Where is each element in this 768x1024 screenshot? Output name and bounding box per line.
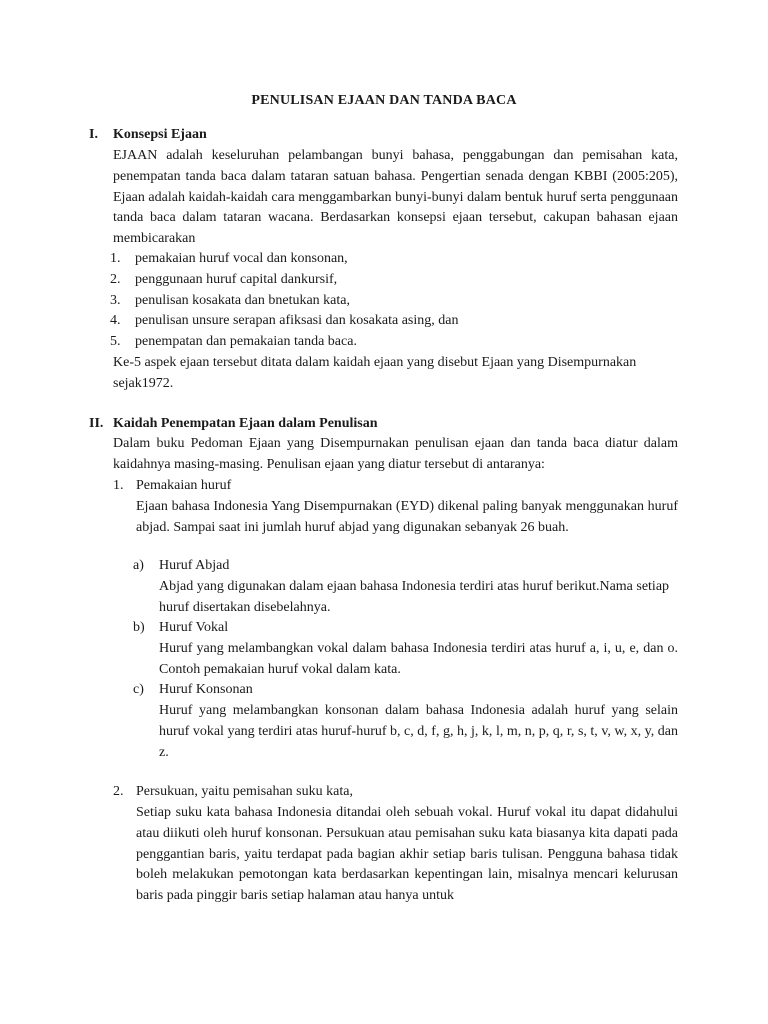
list-item-text: pemakaian huruf vocal dan konsonan, bbox=[135, 251, 348, 266]
closing-line: Ke-5 aspek ejaan tersebut ditata dalam kaidah ejaan yang disebut Ejaan yang Disempurnakan bbox=[113, 355, 637, 370]
subitem-c-label: c) bbox=[133, 682, 144, 697]
item-2-paragraph: Setiap suku kata bahasa Indonesia ditandai oleh sebuah vokal. Huruf vokal itu dapat didahului atau diikuti oleh huruf konsonan. Persukuan atau pemisahan suku kata biasanya kita dapati pada penggantian baris, yaitu terdapat pada bagian akhir setiap baris tulisan. Pengguna bahasa tidak boleh melakukan pemotongan kata berdasarkan kepentingan lain, misalnya mencari kelurusan baris pada pinggir baris setiap halaman atau hanya untuk bbox=[136, 805, 678, 904]
section-1-closing bbox=[113, 353, 683, 395]
item-2-number: 2. bbox=[113, 784, 124, 799]
list-item-number: 4. bbox=[110, 313, 121, 329]
list-item-number: 5. bbox=[110, 334, 121, 350]
item-1-number: 1. bbox=[113, 478, 124, 493]
item-1-paragraph: Ejaan bahasa Indonesia Yang Disempurnakan (EYD) dikenal paling banyak menggunakan huruf abjad. Sampai saat ini jumlah huruf abjad yang digunakan sebanyak 26 buah. bbox=[136, 499, 678, 535]
section-2-number: II. bbox=[89, 416, 104, 431]
closing-line: sejak1972. bbox=[113, 375, 174, 391]
section-1-number: I. bbox=[89, 127, 98, 142]
list-item bbox=[110, 270, 678, 291]
list-item-number: 2. bbox=[110, 271, 121, 287]
document-title: PENULISAN EJAAN DAN TANDA BACA bbox=[251, 93, 517, 108]
list-item-number: 3. bbox=[110, 292, 121, 308]
aspect-list bbox=[110, 249, 678, 353]
subitem-c-paragraph: Huruf yang melambangkan konsonan dalam bahasa Indonesia adalah huruf yang selain huruf vokal yang terdiri atas huruf-huruf b, c, d, f, g, h, j, k, l, m, n, p, q, r, s, t, v, w, x, y, dan z. bbox=[159, 703, 678, 760]
subitem-c-title: Huruf Konsonan bbox=[159, 682, 253, 697]
list-item bbox=[110, 249, 678, 270]
list-item-text: penempatan dan pemakaian tanda baca. bbox=[135, 334, 357, 350]
subitem-b-title: Huruf Vokal bbox=[159, 620, 229, 635]
subitem-a-title: Huruf Abjad bbox=[159, 558, 230, 573]
list-item-text: penulisan unsure serapan afiksasi dan kosakata asing, dan bbox=[135, 313, 459, 329]
subitem-b-paragraph: Huruf yang melambangkan vokal dalam bahasa Indonesia terdiri atas huruf a, i, u, e, dan o. Contoh pemakaian huruf vokal dalam kata. bbox=[159, 641, 678, 677]
item-2-title: Persukuan, yaitu pemisahan suku kata, bbox=[136, 784, 353, 799]
item-1-title: Pemakaian huruf bbox=[136, 478, 232, 493]
list-item-text: penulisan kosakata dan bnetukan kata, bbox=[135, 292, 350, 308]
subitem-b-label: b) bbox=[133, 620, 145, 635]
section-1-paragraph: EJAAN adalah keseluruhan pelambangan bunyi bahasa, penggabungan dan pemisahan kata, penempatan tanda baca dalam tataran satuan bahasa. Pengertian senada dengan KBBI (2005:205), Ejaan adalah kaidah-kaidah cara menggambarkan bunyi-bunyi dalam bentuk huruf serta penggunaan tanda baca dalam tataran wacana. Berdasarkan konsepsi ejaan tersebut, cakupan bahasan ejaan membicarakan bbox=[113, 148, 678, 247]
subitem-a-label: a) bbox=[133, 558, 144, 573]
list-item bbox=[110, 311, 678, 332]
list-item-number: 1. bbox=[110, 251, 121, 266]
section-1-heading: Konsepsi Ejaan bbox=[113, 127, 207, 142]
section-2-heading: Kaidah Penempatan Ejaan dalam Penulisan bbox=[113, 416, 378, 431]
list-item bbox=[110, 332, 678, 353]
section-2-intro: Dalam buku Pedoman Ejaan yang Disempurnakan penulisan ejaan dan tanda baca diatur dalam kaidahnya masing-masing. Penulisan ejaan yang diatur tersebut di antaranya: bbox=[113, 436, 678, 472]
list-item bbox=[110, 291, 678, 312]
subitem-a-paragraph: Abjad yang digunakan dalam ejaan bahasa Indonesia terdiri atas huruf berikut.Nama setiap huruf disertakan disebelahnya. bbox=[159, 579, 670, 615]
list-item-text: penggunaan huruf capital dankursif, bbox=[135, 271, 338, 287]
